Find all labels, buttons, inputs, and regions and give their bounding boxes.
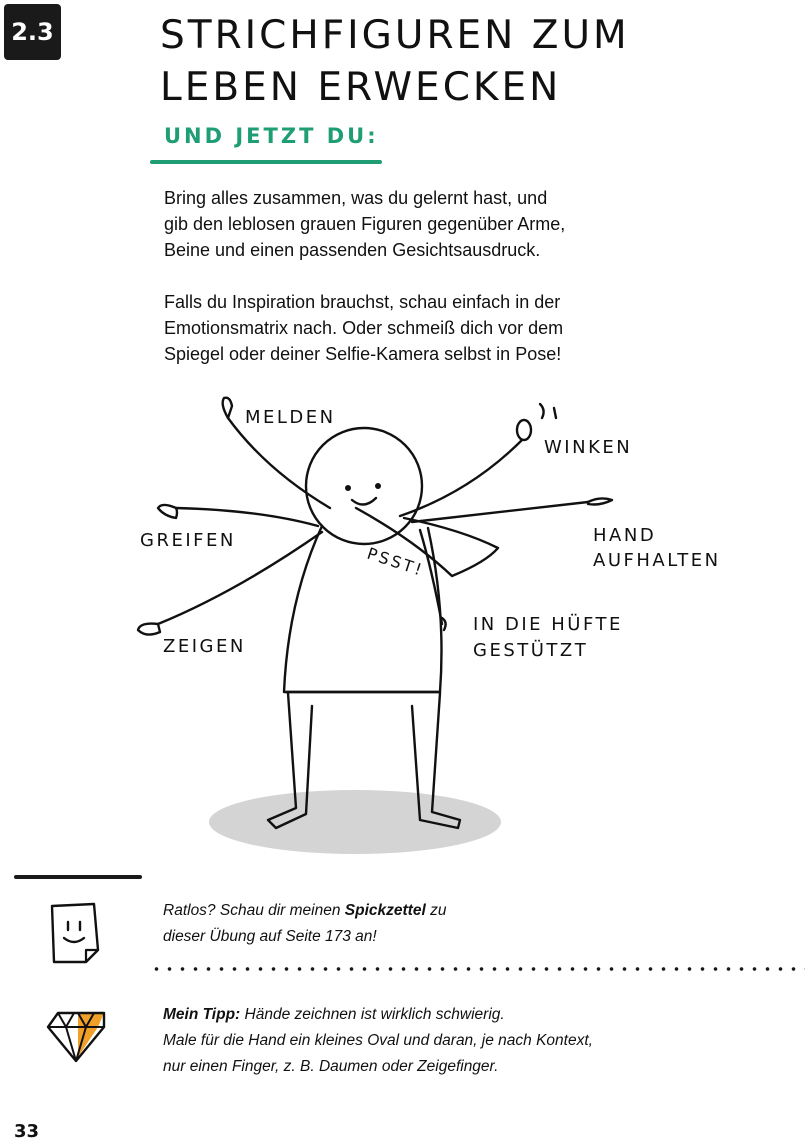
- paragraph-1-line-1: Bring alles zusammen, was du gelernt hast, und: [164, 188, 548, 208]
- figure-body: [284, 526, 442, 692]
- stick-figure-illustration: [0, 385, 809, 865]
- figure-head: [306, 428, 422, 544]
- spickzettel-line-2: dieser Übung auf Seite 173 an!: [163, 928, 377, 945]
- title-line-2: LEBEN ERWECKEN: [160, 65, 562, 110]
- spickzettel-suffix: zu: [425, 902, 447, 919]
- diamond-icon: [44, 1005, 108, 1065]
- body-paragraph-2: [164, 289, 644, 367]
- label-melden: MELDEN: [245, 407, 336, 428]
- label-winken: WINKEN: [544, 437, 633, 458]
- hand-winken: [517, 420, 531, 440]
- label-hand: HAND: [593, 525, 657, 546]
- body-paragraph-1: [164, 185, 644, 263]
- label-aufhalten: AUFHALTEN: [593, 550, 721, 571]
- tipp-line-3: nur einen Finger, z. B. Daumen oder Zeigefinger.: [163, 1058, 499, 1075]
- dotted-divider: [150, 966, 805, 972]
- paragraph-1-line-2: gib den leblosen grauen Figuren gegenüber Arme,: [164, 214, 566, 234]
- hand-greifen: [158, 505, 177, 518]
- figure-left-eye: [345, 485, 351, 491]
- paragraph-2-line-2: Emotionsmatrix nach. Oder schmeiß dich vor dem: [164, 318, 564, 338]
- tipp-line-1: Hände zeichnen ist wirklich schwierig.: [240, 1006, 505, 1023]
- figure-smile: [352, 498, 376, 505]
- paragraph-1-line-3: Beine und einen passenden Gesichtsausdruck.: [164, 240, 541, 260]
- hand-aufhalten: [588, 498, 612, 504]
- hand-melden: [223, 398, 232, 418]
- label-psst: PSST!: [364, 543, 427, 580]
- wave-marks: [540, 404, 556, 418]
- floor-shadow: [209, 790, 501, 854]
- tipp-label: Mein Tipp:: [163, 1006, 241, 1023]
- label-gestuetzt: GESTÜTZT: [473, 640, 589, 661]
- page-title: [160, 10, 630, 114]
- arm-greifen: [176, 508, 318, 526]
- arm-hand-aufhalten: [412, 502, 588, 522]
- spickzettel-bold: Spickzettel: [344, 902, 426, 919]
- label-greifen: GREIFEN: [140, 530, 236, 551]
- paragraph-2-line-3: Spiegel oder deiner Selfie-Kamera selbst in Pose!: [164, 344, 562, 364]
- tipp-callout: [163, 1002, 683, 1080]
- label-in-die-huefte: IN DIE HÜFTE: [473, 614, 623, 635]
- spickzettel-prefix: Ratlos? Schau dir meinen: [163, 902, 345, 919]
- tipp-line-2: Male für die Hand ein kleines Oval und daran, je nach Kontext,: [163, 1032, 593, 1049]
- page-number: 33: [14, 1121, 40, 1142]
- smiley-note-icon: [44, 900, 104, 968]
- section-subtitle: UND JETZT DU:: [164, 124, 379, 148]
- arm-melden: [228, 418, 330, 508]
- spickzettel-callout: [163, 898, 683, 950]
- subtitle-underline: [150, 160, 382, 164]
- label-zeigen: ZEIGEN: [163, 636, 246, 657]
- section-divider: [14, 875, 142, 879]
- figure-right-eye: [375, 483, 381, 489]
- stick-figure: [138, 398, 612, 828]
- chapter-badge: 2.3: [4, 4, 61, 60]
- paragraph-2-line-1: Falls du Inspiration brauchst, schau einfach in der: [164, 292, 561, 312]
- title-line-1: STRICHFIGUREN ZUM: [160, 13, 630, 58]
- hand-zeigen: [138, 624, 160, 635]
